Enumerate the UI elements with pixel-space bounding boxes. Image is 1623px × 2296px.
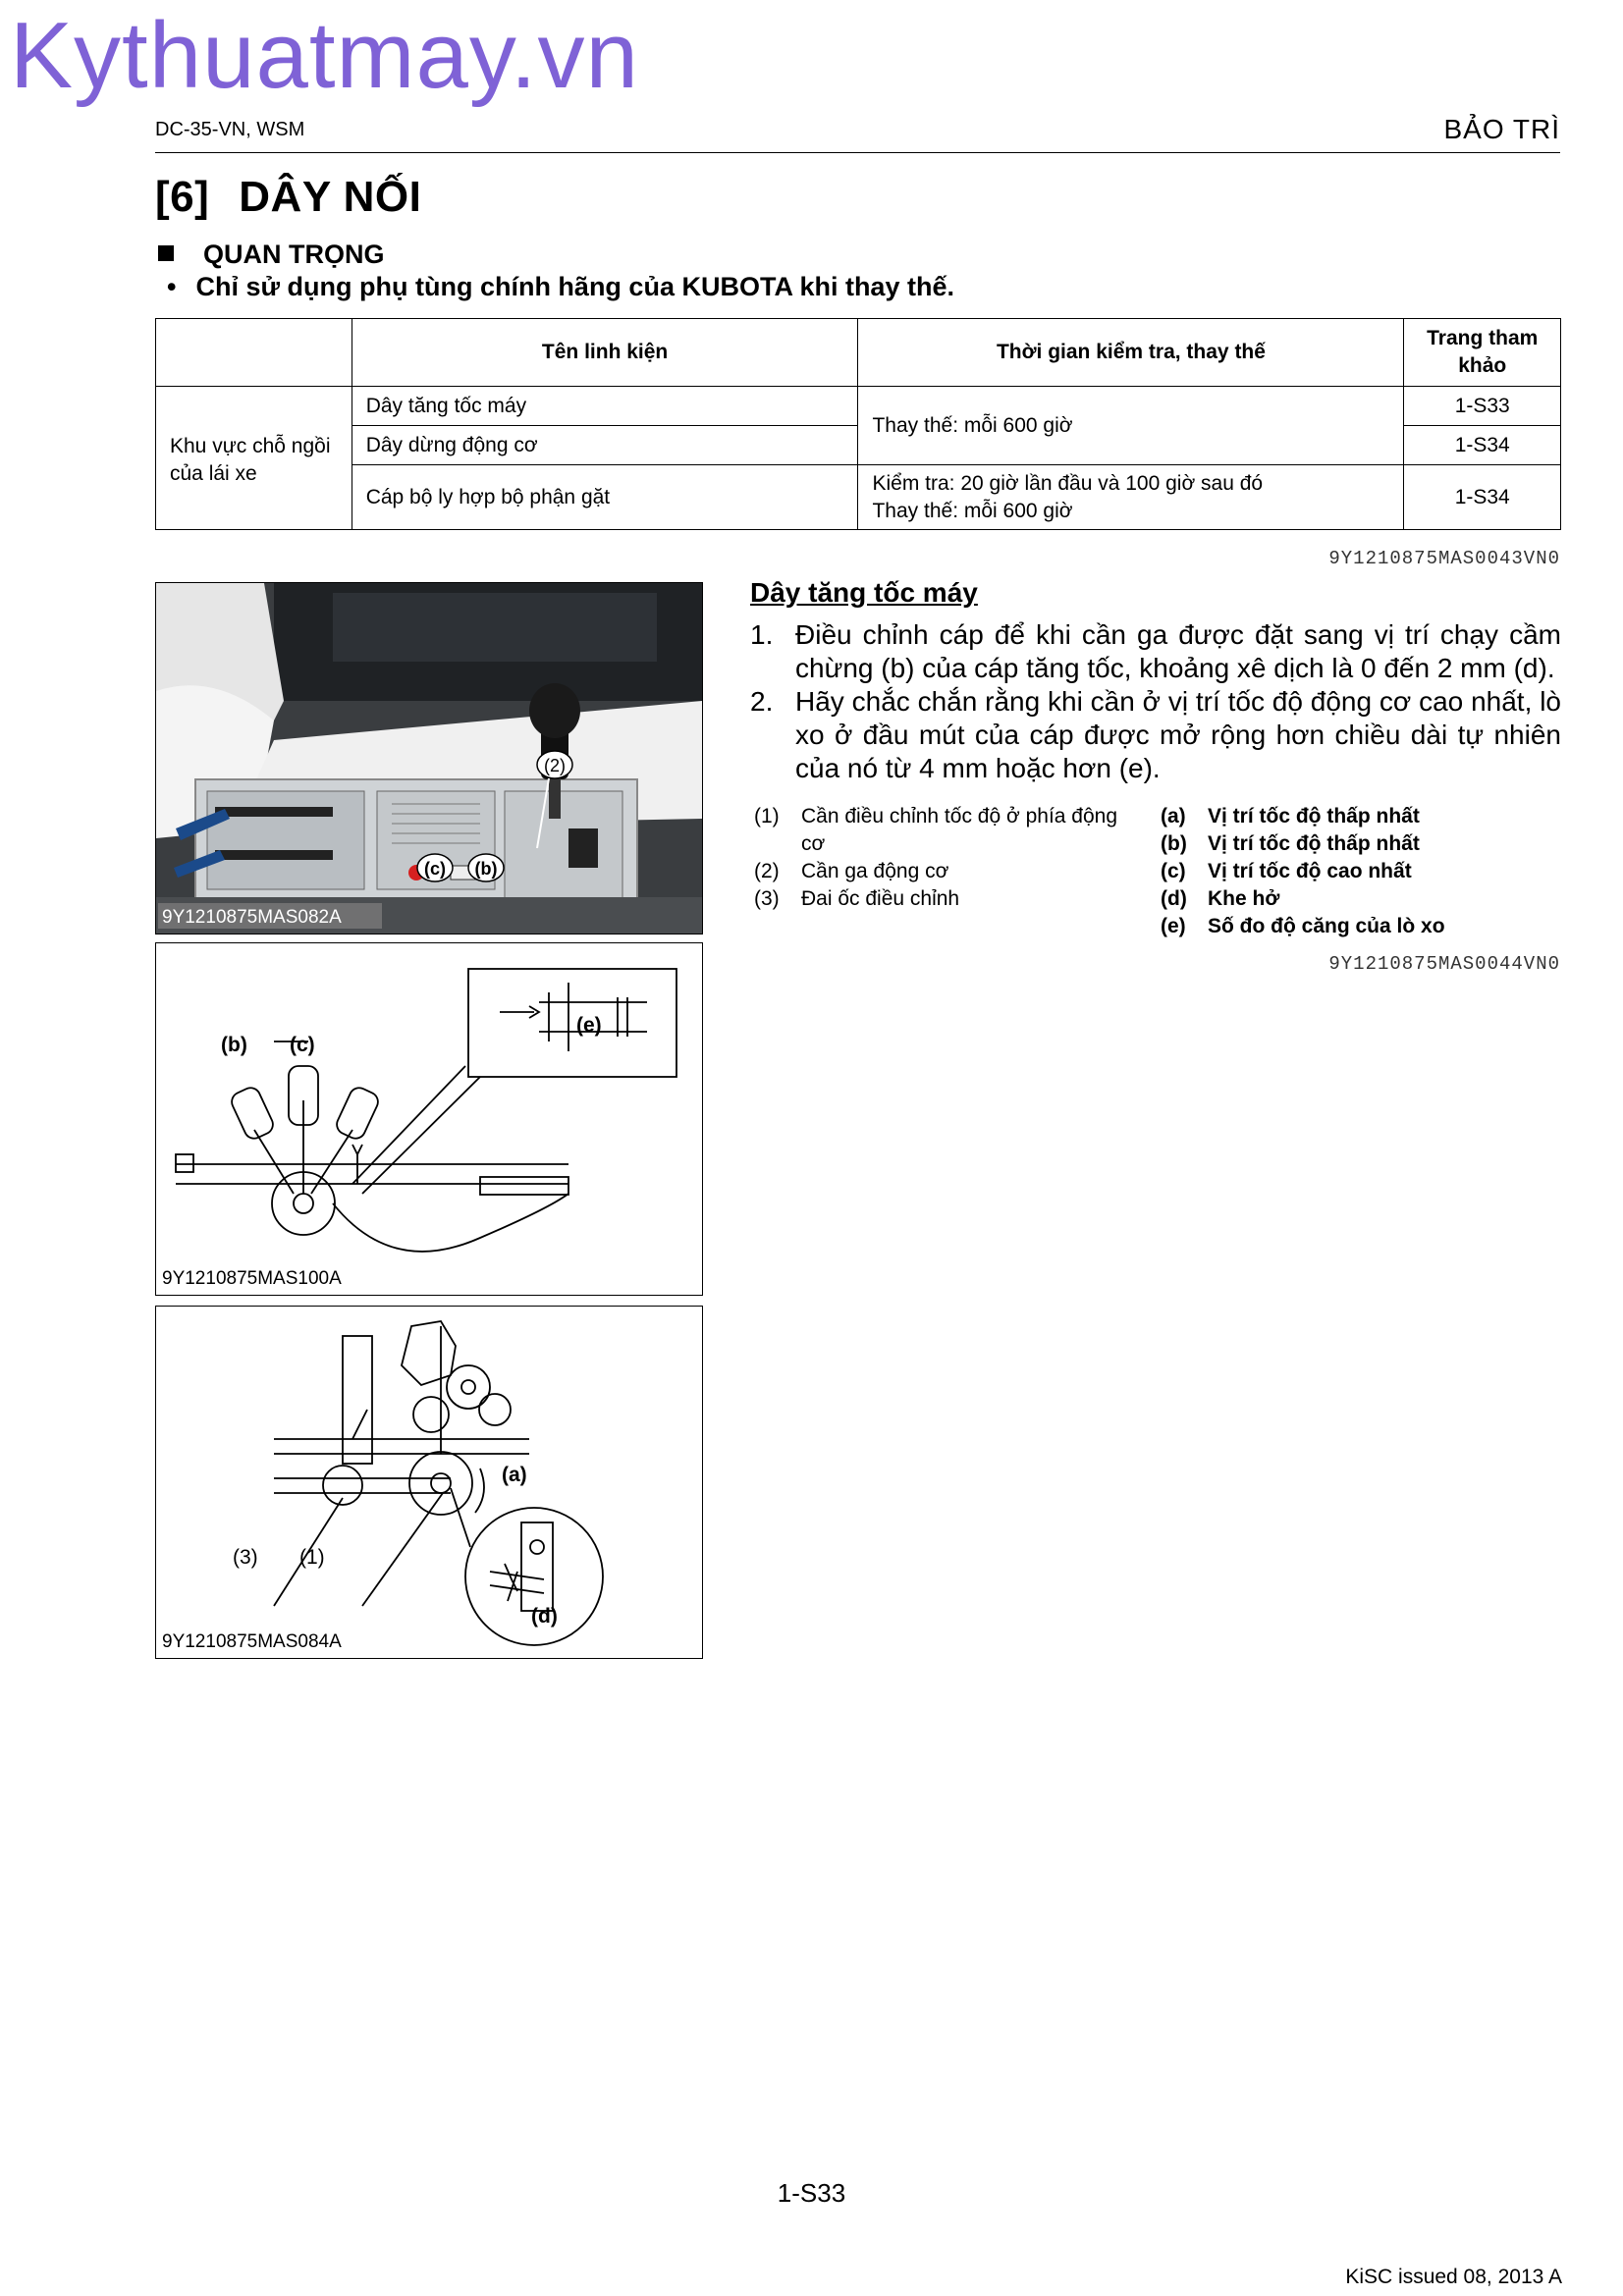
- svg-text:(2): (2): [544, 756, 566, 775]
- legend-key: (b): [1161, 832, 1187, 855]
- area-cell: Khu vực chỗ ngồi của lái xe: [156, 387, 352, 530]
- legend-key: (e): [1161, 915, 1186, 937]
- step-item: [750, 618, 1561, 685]
- time-cell: [858, 465, 1404, 530]
- header-area-cell: [156, 319, 352, 387]
- label-1: (1): [299, 1546, 325, 1569]
- doc-code: DC-35-VN, WSM: [155, 119, 305, 140]
- step-number: 1.: [750, 619, 774, 650]
- step-item: [750, 685, 1561, 785]
- step-number: 2.: [750, 686, 774, 717]
- chapter-title: BẢO TRÌ: [1443, 114, 1560, 144]
- svg-text:(c): (c): [424, 859, 446, 879]
- legend-value: Đai ốc điều chỉnh: [801, 887, 960, 910]
- ref-cell: 1-S33: [1404, 387, 1561, 426]
- step-text: Hãy chắc chắn rằng khi cần ở vị trí tốc độ động cơ cao nhất, lò xo ở đầu mút của cáp được mở rộng hơn chiều dài tự nhiên của nó từ 4 mm hoặc hơn (e).: [795, 686, 1561, 783]
- time-cell: Thay thế: mỗi 600 giờ: [858, 387, 1404, 465]
- important-note: [167, 272, 954, 302]
- figure-caption: 9Y1210875MAS082A: [162, 907, 342, 928]
- time-line: Thay thế: mỗi 600 giờ: [872, 499, 1073, 522]
- callout-label-c: [417, 854, 453, 881]
- parts-table: [155, 318, 1561, 530]
- legend-value: Vị trí tốc độ cao nhất: [1208, 860, 1412, 882]
- legend-item: [1161, 803, 1553, 830]
- reference-code: 9Y1210875MAS0044VN0: [1328, 953, 1560, 975]
- legend-key: (2): [754, 860, 780, 882]
- label-3: (3): [233, 1546, 258, 1569]
- legend-item: [754, 858, 1147, 885]
- figure-lever-diagram: [155, 942, 703, 1296]
- legend-key: (3): [754, 887, 780, 910]
- section-number: [6]: [155, 173, 210, 221]
- legend-value: Vị trí tốc độ thấp nhất: [1208, 805, 1420, 828]
- part-name: Cáp bộ ly hợp bộ phận gặt: [352, 465, 858, 530]
- legend-key: (1): [754, 805, 780, 828]
- callout-label-b: [468, 854, 504, 881]
- legend-item: [754, 803, 1147, 858]
- table-row: [156, 465, 1561, 530]
- label-e: (e): [576, 1014, 602, 1037]
- important-note-text: Chỉ sử dụng phụ tùng chính hãng của KUBOTA khi thay thế.: [195, 272, 954, 301]
- square-bullet-icon: [158, 245, 174, 261]
- watermark-logo: Kythuatmay.vn: [10, 3, 639, 108]
- table-header-row: [156, 319, 1561, 387]
- subsection-title: Dây tăng tốc máy: [750, 577, 978, 608]
- part-name: Dây tăng tốc máy: [352, 387, 858, 426]
- legend-item: [1161, 913, 1553, 940]
- important-heading: [158, 240, 385, 270]
- legend-item: [1161, 858, 1553, 885]
- step-text: Điều chỉnh cáp để khi cần ga được đặt sang vị trí chạy cầm chừng (b) của cáp tăng tốc, khoảng xê dịch là 0 đến 2 mm (d).: [795, 619, 1561, 683]
- legend-key: (a): [1161, 805, 1186, 828]
- legend-parts: [754, 803, 1147, 913]
- legend-value: Cần ga động cơ: [801, 860, 949, 882]
- console-photo: [156, 583, 702, 934]
- table-row: [156, 387, 1561, 426]
- part-name: Dây dừng động cơ: [352, 426, 858, 465]
- legend-value: Vị trí tốc độ thấp nhất: [1208, 832, 1420, 855]
- section-title: [155, 173, 421, 222]
- header-name: Tên linh kiện: [352, 319, 858, 387]
- ref-cell: 1-S34: [1404, 465, 1561, 530]
- svg-text:(b): (b): [474, 859, 498, 879]
- figure-caption: 9Y1210875MAS084A: [162, 1631, 342, 1652]
- important-label: QUAN TRỌNG: [203, 240, 385, 269]
- legend-positions: [1161, 803, 1553, 940]
- legend-item: [754, 885, 1147, 913]
- legend-item: [1161, 830, 1553, 858]
- legend-key: (d): [1161, 887, 1187, 910]
- lever-diagram: [156, 943, 702, 1295]
- label-c: (c): [290, 1034, 315, 1056]
- page-number: 1-S33: [777, 2178, 846, 2208]
- engine-lever-diagram: [156, 1307, 702, 1658]
- legend-value: Số đo độ căng của lò xo: [1208, 915, 1445, 937]
- bullet-icon: •: [167, 272, 177, 301]
- legend-value: Khe hở: [1208, 887, 1280, 910]
- legend-item: [1161, 885, 1553, 913]
- header-ref: Trang tham khảo: [1404, 319, 1561, 387]
- section-heading: DÂY NỐI: [239, 173, 422, 221]
- reference-code: 9Y1210875MAS0043VN0: [1328, 548, 1560, 569]
- issue-note: KiSC issued 08, 2013 A: [1345, 2266, 1562, 2288]
- ref-cell: 1-S34: [1404, 426, 1561, 465]
- figure-engine-lever-diagram: [155, 1306, 703, 1659]
- header-rule: [155, 152, 1560, 153]
- time-line: Kiểm tra: 20 giờ lần đầu và 100 giờ sau đó: [872, 471, 1264, 495]
- legend-value: Cần điều chỉnh tốc độ ở phía động cơ: [801, 805, 1118, 855]
- label-d: (d): [531, 1605, 558, 1628]
- figure-photo-console: [155, 582, 703, 934]
- label-b: (b): [221, 1034, 247, 1056]
- header-time: Thời gian kiểm tra, thay thế: [858, 319, 1404, 387]
- legend-key: (c): [1161, 860, 1186, 882]
- label-a: (a): [502, 1464, 527, 1486]
- figure-caption: 9Y1210875MAS100A: [162, 1268, 342, 1289]
- procedure-steps: [750, 618, 1561, 785]
